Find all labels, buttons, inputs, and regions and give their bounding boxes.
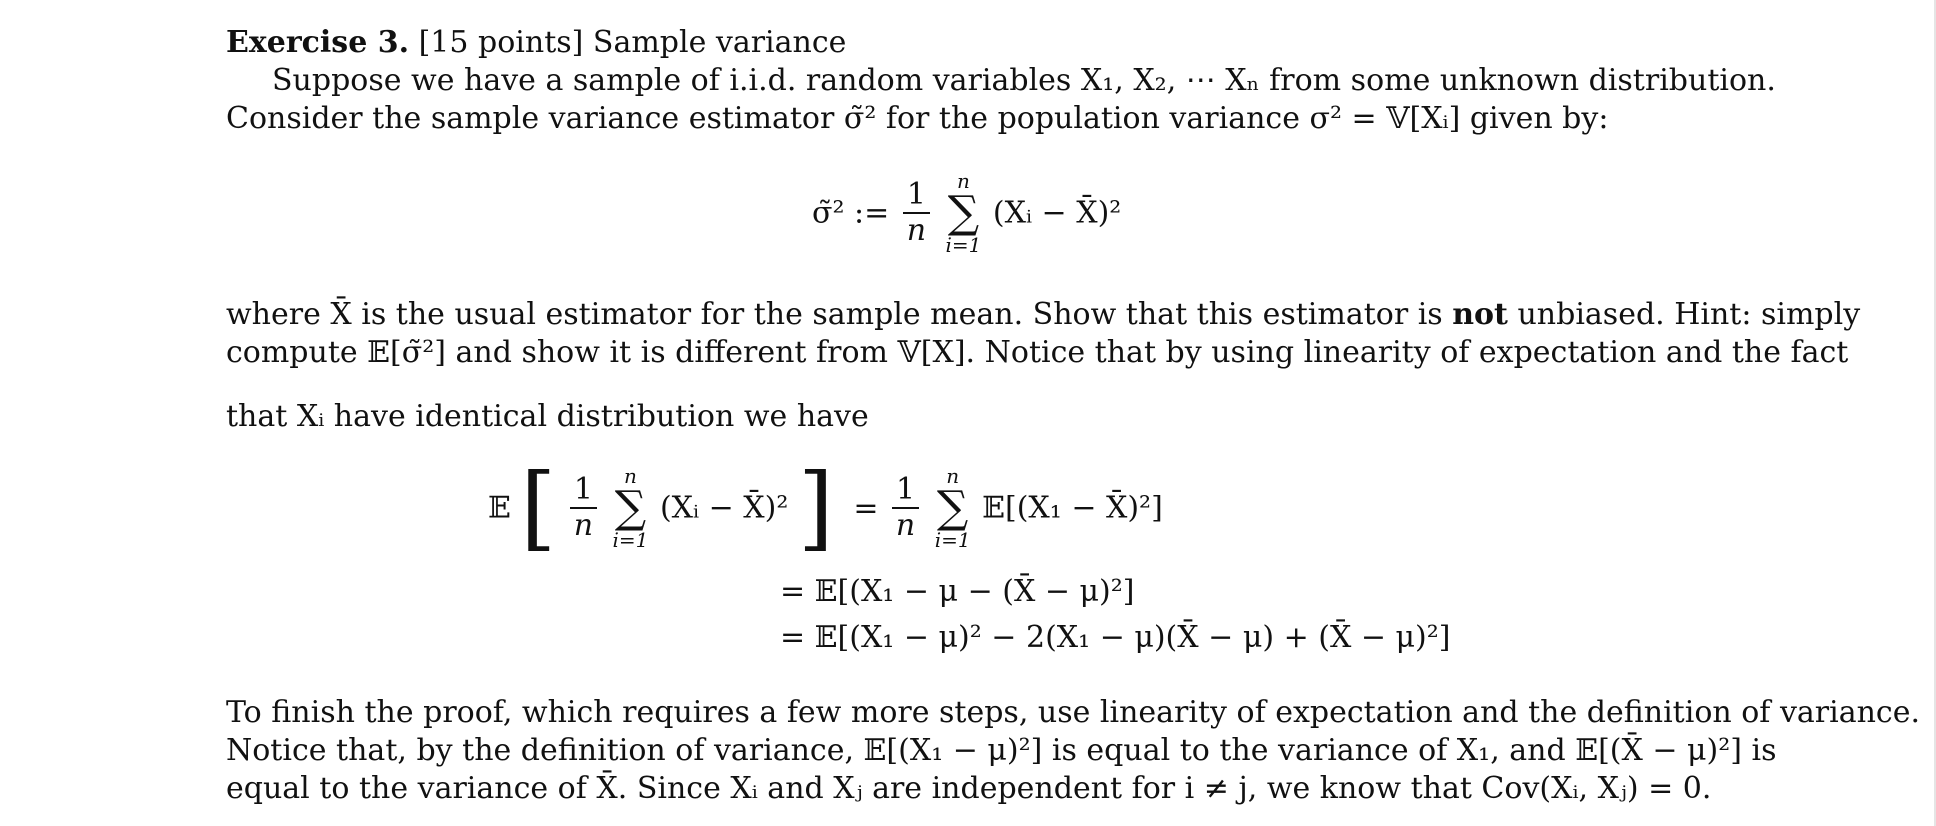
conclusion-line-1: To finish the proof, which requires a few more steps, use linearity of expectation and the definition of variance. [226, 695, 1921, 730]
rhs-summation-upper: n [946, 464, 960, 488]
rhs-body: 𝔼[(X₁ − X̄)²] [982, 490, 1163, 526]
conclusion-line-3: equal to the variance of X̄. Since Xᵢ and Xⱼ are independent for i ≠ j, we know that Cov(Xᵢ, Xⱼ) = 0. [226, 771, 1712, 806]
exercise-title: Sample variance [592, 25, 847, 60]
explanation-line-1 [226, 296, 1861, 334]
explanation-line-2: compute 𝔼[σ̃²] and show it is different from 𝕍[X]. Notice that by using linearity of expectation and the fact [226, 335, 1849, 370]
explanation-text-a: where X̄ is the usual estimator for the sample mean. Show that this estimator is [226, 297, 1443, 332]
lhs-summation-lower: i=1 [612, 528, 649, 552]
definition-lhs: σ̃² := [812, 195, 890, 231]
summation-lower: i=1 [945, 233, 982, 257]
explanation-text-b: unbiased. Hint: simply [1517, 297, 1861, 332]
right-bracket: ] [797, 454, 834, 561]
lhs-body: (Xᵢ − X̄)² [659, 490, 789, 526]
conclusion-line-2: Notice that, by the definition of variance, 𝔼[(X₁ − μ)²] is equal to the variance of X₁, and 𝔼[(X̄ − μ)²] is [226, 733, 1777, 768]
definition-fraction [903, 178, 930, 248]
rhs-fraction-denominator: n [895, 508, 916, 543]
lhs-summation-upper: n [624, 464, 637, 488]
derivation-row-1 [488, 454, 1163, 561]
rhs-fraction [892, 473, 919, 543]
left-bracket: [ [520, 454, 557, 561]
definition-body: (Xᵢ − X̄)² [992, 195, 1122, 231]
fraction-denominator: n [906, 213, 927, 248]
lhs-sigma-symbol: ∑ [614, 482, 647, 533]
equals-sign: = [853, 490, 879, 526]
rhs-summation-lower: i=1 [934, 528, 971, 552]
lhs-fraction [570, 473, 597, 543]
intro-line-2: Consider the sample variance estimator σ̃² for the population variance σ² = 𝕍[Xᵢ] given by: [226, 101, 1609, 136]
rhs-summation [935, 465, 971, 551]
rhs-sigma-symbol: ∑ [936, 482, 969, 533]
lhs-summation [613, 465, 649, 551]
explanation-bold-not: not [1452, 297, 1508, 332]
explanation-line-3: that Xᵢ have identical distribution we have [226, 399, 869, 434]
derivation-row-3: = 𝔼[(X₁ − μ)² − 2(X₁ − μ)(X̄ − μ) + (X̄ − μ)²] [780, 620, 1451, 655]
exercise-heading [226, 24, 1711, 62]
intro-line-1: Suppose we have a sample of i.i.d. random variables X₁, X₂, ⋯ Xₙ from some unknown distribution. [272, 63, 1776, 98]
summation [945, 170, 981, 256]
definition-equation [812, 170, 1121, 256]
fraction-numerator: 1 [903, 178, 930, 214]
exercise-label: Exercise 3. [226, 25, 410, 60]
exercise-points: [15 points] [418, 25, 584, 60]
expectation-symbol: 𝔼 [488, 490, 511, 526]
derivation-row-2: = 𝔼[(X₁ − μ − (X̄ − μ)²] [780, 574, 1135, 609]
lhs-fraction-denominator: n [573, 508, 594, 543]
sigma-symbol: ∑ [947, 187, 980, 238]
summation-upper: n [956, 169, 970, 193]
rhs-fraction-numerator: 1 [892, 473, 919, 509]
lhs-fraction-numerator: 1 [570, 473, 597, 509]
